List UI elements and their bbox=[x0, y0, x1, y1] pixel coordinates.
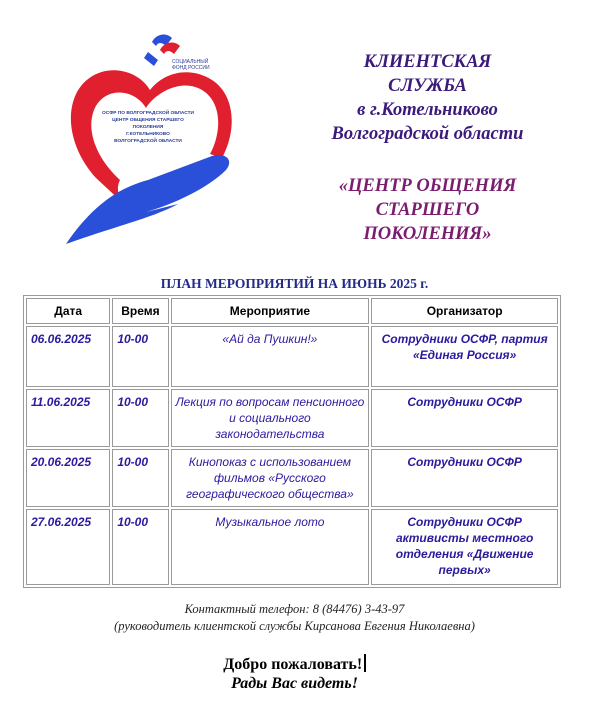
header-time: Время bbox=[112, 298, 168, 324]
center-title-line-1: «ЦЕНТР ОБЩЕНИЯ bbox=[338, 176, 517, 196]
welcome-label: Добро пожаловать! bbox=[223, 656, 363, 673]
cell-organizer: Сотрудники ОСФР bbox=[371, 449, 558, 507]
events-table bbox=[23, 295, 561, 588]
sfr-heart-logo bbox=[62, 28, 238, 250]
cell-event: Лекция по вопросам пенсионного и социального законодательства bbox=[171, 389, 370, 447]
glad-text: Рады Вас видеть! bbox=[231, 675, 358, 692]
cell-organizer: Сотрудники ОСФР, партия «Единая Россия» bbox=[371, 326, 558, 387]
service-title-line-3: в г.Котельниково bbox=[357, 100, 498, 120]
contact-phone: Контактный телефон: 8 (84476) 3-43-97 bbox=[184, 602, 405, 616]
brand-line-1: СОЦИАЛЬНЫЙ bbox=[172, 59, 209, 65]
cell-time: 10-00 bbox=[112, 449, 168, 507]
cell-time: 10-00 bbox=[112, 389, 168, 447]
center-title-line-3: ПОКОЛЕНИЯ» bbox=[363, 224, 492, 244]
cell-event: Музыкальное лото bbox=[171, 509, 370, 585]
plan-heading: ПЛАН МЕРОПРИЯТИЙ НА ИЮНЬ 2025 г. bbox=[160, 276, 429, 291]
brand-line-2: ФОНД РОССИИ bbox=[172, 65, 210, 71]
text-cursor bbox=[364, 654, 366, 672]
cell-time: 10-00 bbox=[112, 509, 168, 585]
contact-manager: (руководитель клиентской службы Кирсанова Евгения Николаевна) bbox=[114, 619, 475, 633]
cell-organizer: Сотрудники ОСФР bbox=[371, 389, 558, 447]
cell-time: 10-00 bbox=[112, 326, 168, 387]
service-title-line-2: СЛУЖБА bbox=[388, 76, 467, 96]
cell-date: 06.06.2025 bbox=[26, 326, 110, 387]
cell-organizer: Сотрудники ОСФР активисты местного отделения «Движение первых» bbox=[371, 509, 558, 585]
welcome-text bbox=[0, 654, 589, 674]
service-title-line-1: КЛИЕНТСКАЯ bbox=[363, 52, 492, 72]
cell-date: 20.06.2025 bbox=[26, 449, 110, 507]
cell-date: 11.06.2025 bbox=[26, 389, 110, 447]
heart-text-5: ВОЛГОГРАДСКОЙ ОБЛАСТИ bbox=[114, 139, 182, 144]
cell-event: Кинопоказ с использованием фильмов «Русского географического общества» bbox=[171, 449, 370, 507]
table-row bbox=[26, 389, 558, 447]
service-title bbox=[300, 50, 555, 146]
header-organizer: Организатор bbox=[371, 298, 558, 324]
table-header-row bbox=[26, 298, 558, 324]
heart-text-2: ЦЕНТР ОБЩЕНИЯ СТАРШЕГО bbox=[112, 118, 184, 123]
header-date: Дата bbox=[26, 298, 110, 324]
cell-date: 27.06.2025 bbox=[26, 509, 110, 585]
header-event: Мероприятие bbox=[171, 298, 370, 324]
table-row bbox=[26, 509, 558, 585]
center-title bbox=[300, 174, 555, 246]
center-title-line-2: СТАРШЕГО bbox=[375, 200, 480, 220]
heart-text-4: Г.КОТЕЛЬНИКОВО bbox=[126, 132, 170, 137]
service-title-line-4: Волгоградской области bbox=[331, 124, 524, 144]
table-row bbox=[26, 449, 558, 507]
cell-event: «Ай да Пушкин!» bbox=[171, 326, 370, 387]
heart-text-1: ОСФР ПО ВОЛГОГРАДСКОЙ ОБЛАСТИ bbox=[102, 111, 194, 116]
heart-text-3: ПОКОЛЕНИЯ bbox=[132, 125, 164, 130]
table-row bbox=[26, 326, 558, 387]
